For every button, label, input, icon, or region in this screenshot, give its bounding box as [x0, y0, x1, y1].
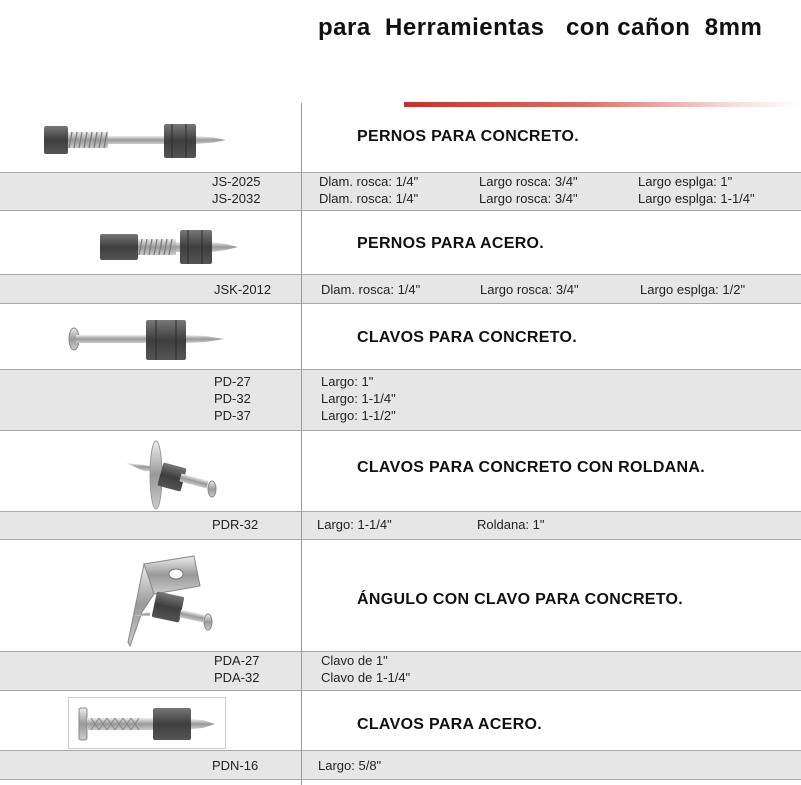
product-code: PD-32 — [214, 391, 251, 406]
angle-clip-nail-icon — [124, 554, 224, 653]
section-title-pernos-acero: PERNOS PARA ACERO. — [357, 235, 545, 252]
product-code: PD-27 — [214, 374, 251, 389]
header-accent-bar — [404, 102, 801, 107]
spec-value: Largo esplga: 1" — [638, 174, 733, 189]
spec-value: Dlam. rosca: 1/4" — [319, 174, 419, 189]
section-title-angulo-clavo: ÁNGULO CON CLAVO PARA CONCRETO. — [357, 591, 684, 608]
section-title-clavos-roldana: CLAVOS PARA CONCRETO CON ROLDANA. — [357, 459, 705, 476]
spec-value: Dlam. rosca: 1/4" — [319, 191, 419, 206]
product-code: PDA-32 — [214, 670, 260, 685]
spec-band — [0, 511, 801, 540]
spec-value: Largo: 5/8" — [318, 758, 382, 773]
spec-value: Largo rosca: 3/4" — [479, 191, 578, 206]
product-code: JSK-2012 — [214, 282, 272, 297]
spec-band — [0, 750, 801, 780]
spec-value: Clavo de 1" — [321, 653, 388, 668]
spec-value: Largo esplga: 1/2" — [640, 282, 746, 297]
spec-value: Roldana: 1" — [477, 517, 545, 532]
column-divider — [301, 103, 302, 785]
spec-value: Largo esplga: 1-1/4" — [638, 191, 755, 206]
spec-value: Largo: 1-1/2" — [321, 408, 396, 423]
spec-value: Largo rosca: 3/4" — [479, 174, 578, 189]
nail-with-washer-icon — [124, 437, 224, 516]
section-title-clavos-acero: CLAVOS PARA ACERO. — [357, 716, 542, 733]
product-code: PDR-32 — [212, 517, 259, 532]
product-code: JS-2032 — [212, 191, 261, 206]
spec-value: Largo: 1" — [321, 374, 374, 389]
spec-band — [0, 369, 801, 431]
threaded-stud-steel-icon — [96, 226, 246, 271]
product-code: PD-37 — [214, 408, 251, 423]
threaded-stud-concrete-icon — [38, 118, 228, 167]
spec-value: Clavo de 1-1/4" — [321, 670, 411, 685]
spec-value: Largo rosca: 3/4" — [480, 282, 579, 297]
product-code: PDA-27 — [214, 653, 260, 668]
page-title: para Herramientas con cañon 8mm — [318, 14, 763, 41]
section-title-pernos-concreto: PERNOS PARA CONCRETO. — [357, 128, 580, 145]
spec-value: Largo: 1-1/4" — [317, 517, 392, 532]
product-code: PDN-16 — [212, 758, 259, 773]
concrete-nail-icon — [64, 318, 234, 367]
spec-value: Largo: 1-1/4" — [321, 391, 396, 406]
steel-nail-icon — [68, 697, 226, 749]
spec-value: Dlam. rosca: 1/4" — [321, 282, 421, 297]
product-code: JS-2025 — [212, 174, 261, 189]
section-title-clavos-concreto: CLAVOS PARA CONCRETO. — [357, 329, 577, 346]
